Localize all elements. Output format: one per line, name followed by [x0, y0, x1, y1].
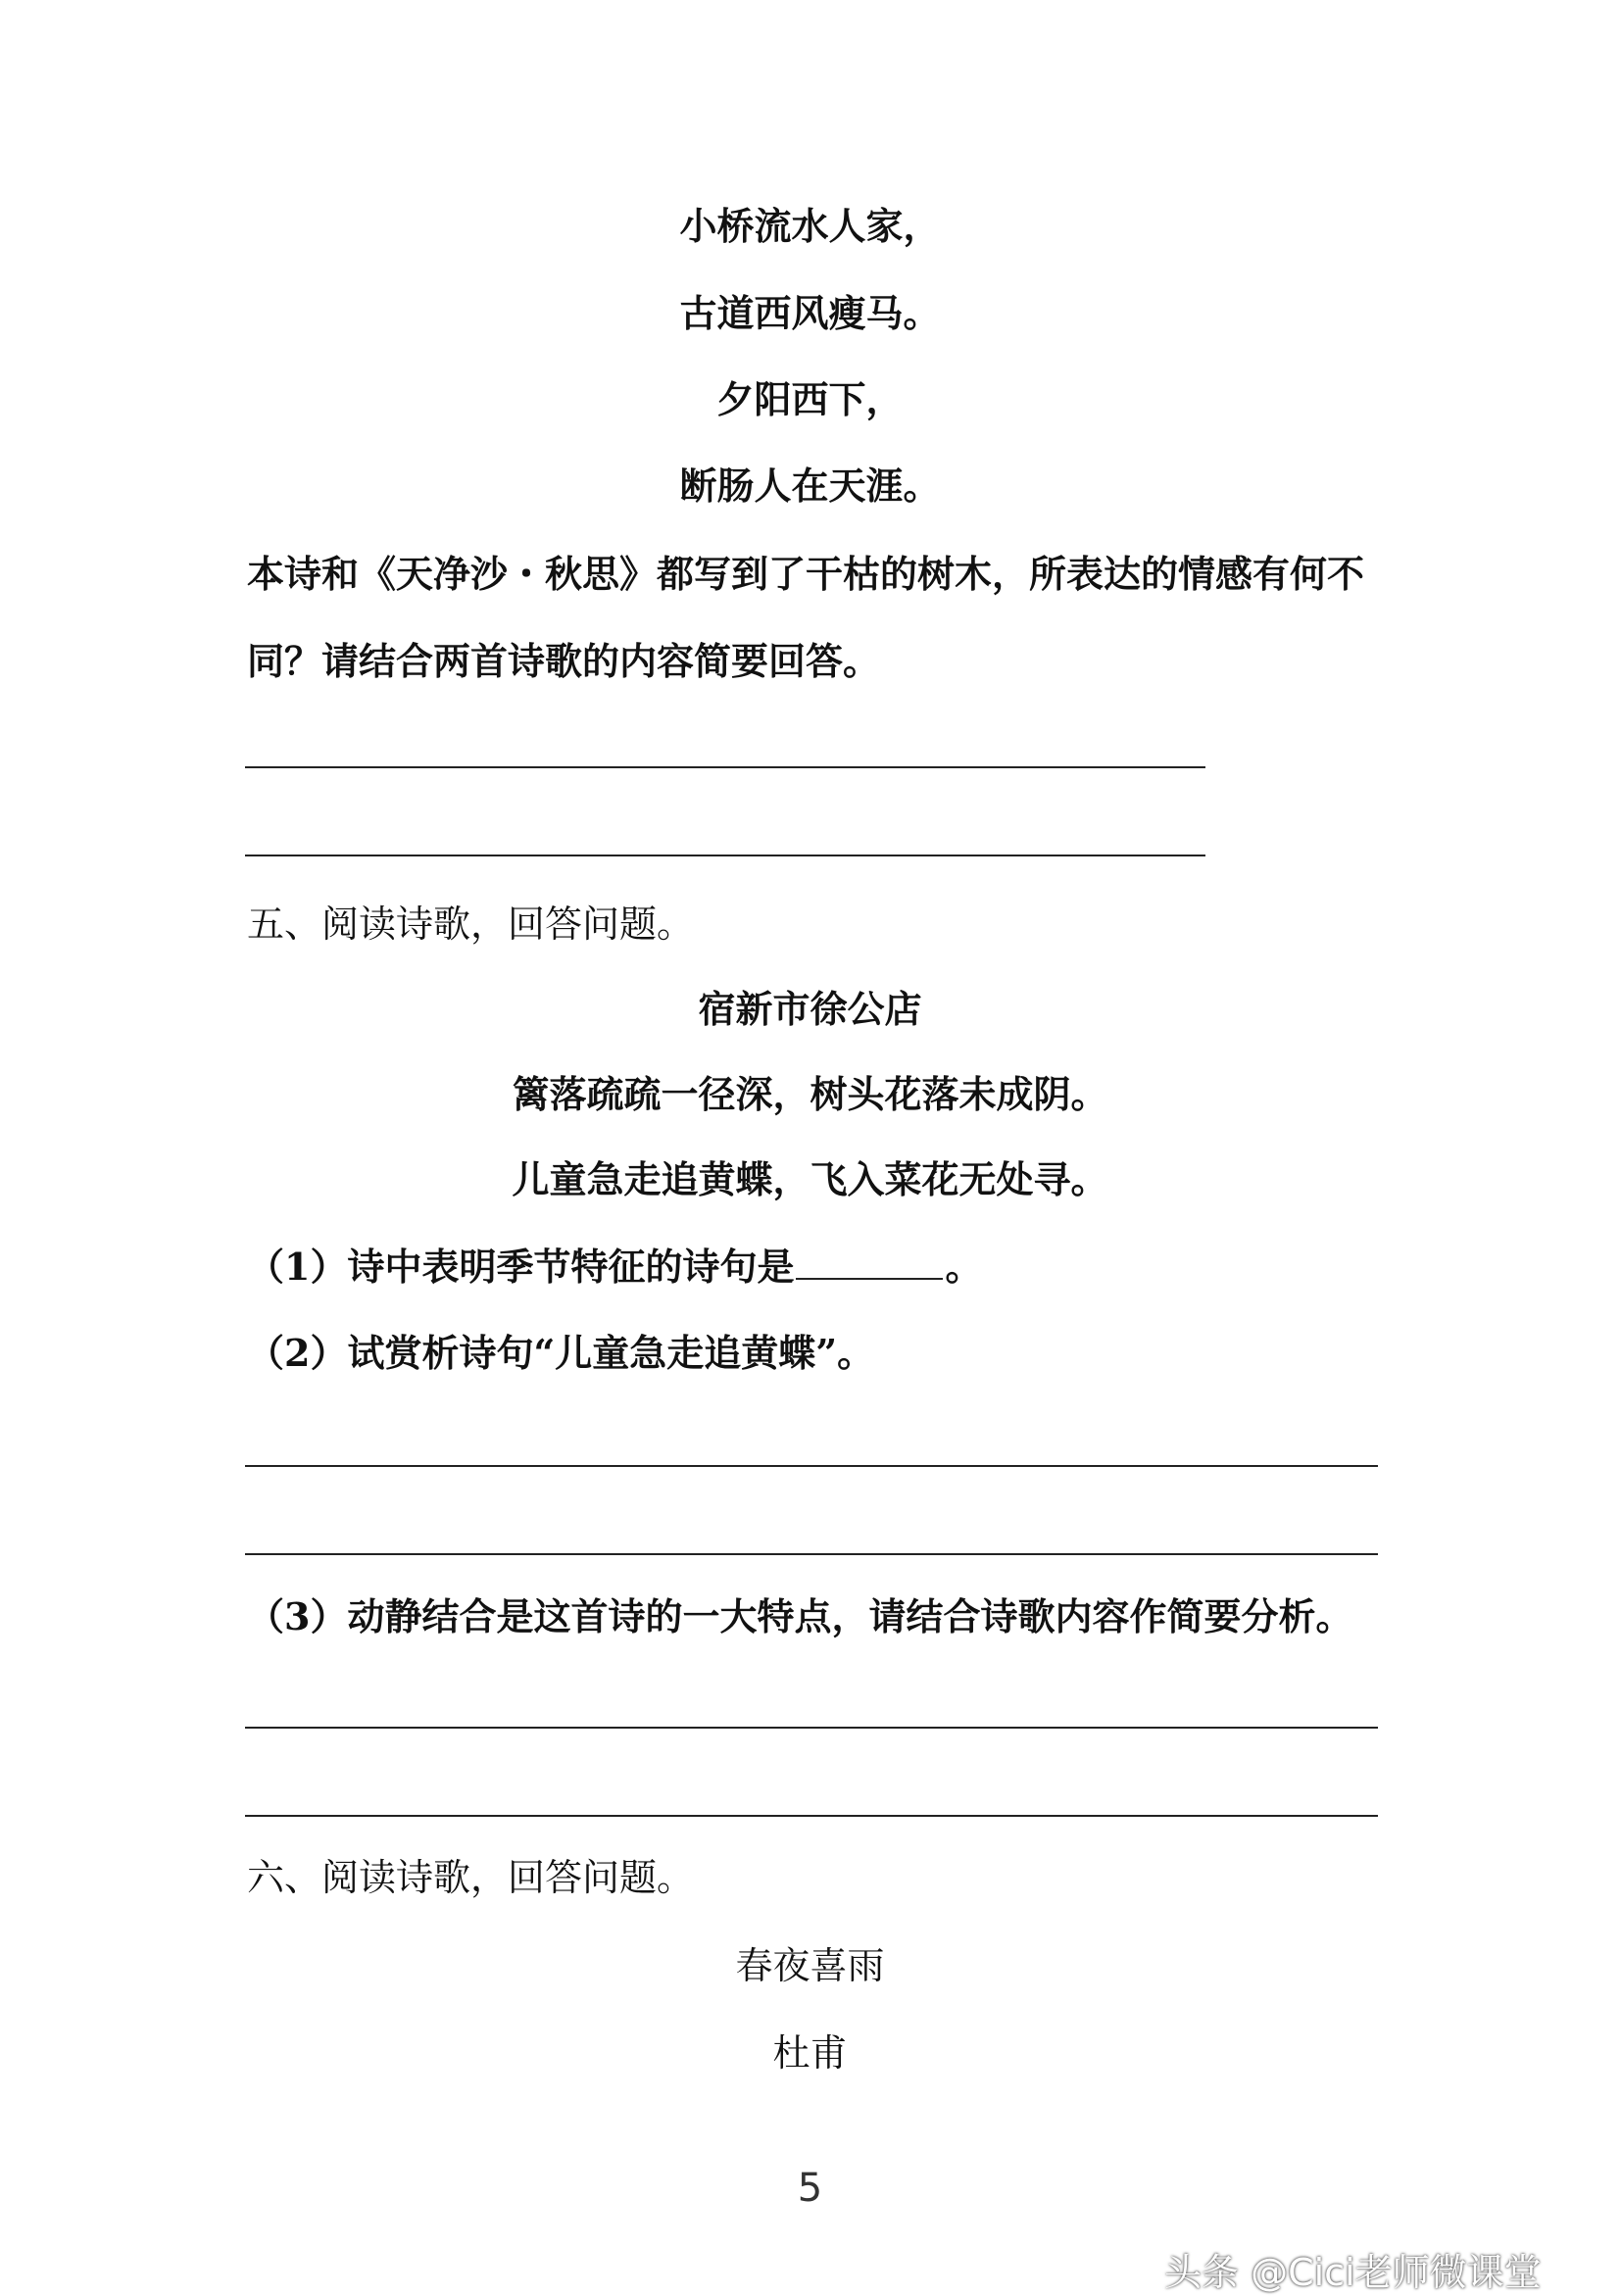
poem-line: 断肠人在天涯。 — [679, 464, 941, 508]
poem-author: 杜甫 — [772, 2031, 848, 2075]
question-text-line2: 同？请结合两首诗歌的内容简要回答。 — [247, 639, 881, 683]
answer-line[interactable] — [245, 1727, 1378, 1729]
section-heading: 六、阅读诗歌，回答问题。 — [247, 1856, 695, 1899]
fill-blank[interactable] — [796, 1241, 943, 1280]
poem-line: 古道西风瘦马。 — [679, 291, 941, 335]
answer-line[interactable] — [245, 855, 1205, 856]
section-heading: 五、阅读诗歌，回答问题。 — [247, 903, 695, 946]
watermark: 头条 @Cici老师微课堂 — [1164, 2251, 1542, 2294]
question-1-text: （1）诗中表明季节特征的诗句是 — [247, 1245, 795, 1289]
answer-line[interactable] — [245, 1465, 1378, 1467]
poem-line: 夕阳西下， — [716, 377, 904, 421]
question-1-end: 。 — [945, 1245, 983, 1289]
page-number: 5 — [797, 2166, 823, 2211]
question-text-line1: 本诗和《天净沙・秋思》都写到了干枯的树木，所表达的情感有何不 — [247, 552, 1365, 596]
poem-line: 小桥流水人家， — [679, 204, 941, 248]
answer-line[interactable] — [245, 766, 1205, 768]
poem-line: 篱落疏疏一径深，树头花落未成阴。 — [512, 1072, 1108, 1116]
answer-line[interactable] — [245, 1553, 1378, 1555]
question-1 — [247, 1240, 982, 1295]
poem-line: 儿童急走追黄蝶，飞入菜花无处寻。 — [512, 1157, 1108, 1201]
question-2: （2）试赏析诗句“儿童急走追黄蝶”。 — [247, 1331, 875, 1375]
question-3: （3）动静结合是这首诗的一大特点，请结合诗歌内容作简要分析。 — [247, 1594, 1353, 1638]
poem-title: 宿新市徐公店 — [698, 987, 922, 1031]
poem-title: 春夜喜雨 — [735, 1944, 885, 1987]
answer-line[interactable] — [245, 1815, 1378, 1817]
